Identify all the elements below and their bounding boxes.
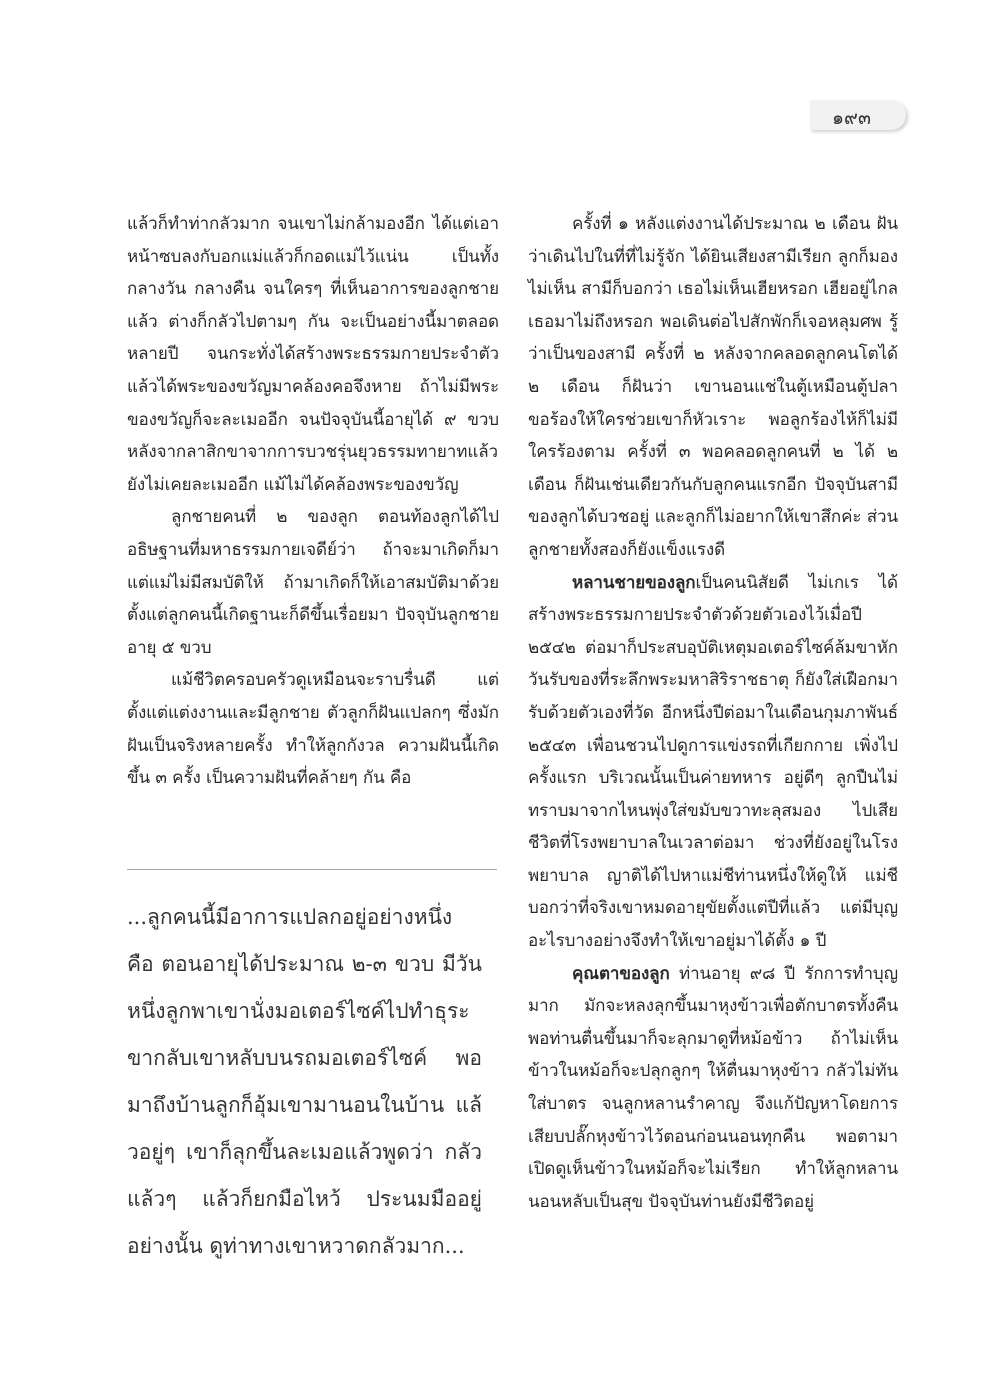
paragraph-body: เป็นคนนิสัยดี ไม่เกเร ได้สร้างพระธรรมกายประจำตัวด้วยตัวเองไว้เมื่อปี ๒๕๔๒ ต่อมาก็ประสบอุบัติเหตุมอเตอร์ไซค์ล้มขาหัก วันรับของที่ระลึกพระมหาสิริราชธาตุ ก็ยังใส่เฝือกมารับด้วยตัวเองที่วัด อีกหนึ่งปีต่อมาในเดือนกุมภาพันธ์ ๒๕๔๓ เพื่อนชวนไปดูการแข่งรถที่เกียกกาย เพิ่งไปครั้งแรก บริเวณนั้นเป็นค่ายทหาร อยู่ดีๆ ลูกปืนไม่ทราบมาจากไหนพุ่งใส่ขมับขวาทะลุสมอง ไปเสียชีวิตที่โรงพยาบาลในเวลาต่อมา ช่วงที่ยังอยู่ในโรงพยาบาล ญาติได้ไปหาแม่ชีท่านหนึ่งให้ดูให้ แม่ชีบอกว่าที่จริงเขาหมดอายุขัยตั้งแต่ปีที่แล้ว แต่มีบุญอะไรบางอย่างจึงทำให้เขาอยู่มาได้ตั้ง ๑ ปี [528,572,898,952]
paragraph: ครั้งที่ ๑ หลังแต่งงานได้ประมาณ ๒ เดือน ฝันว่าเดินไปในที่ที่ไม่รู้จัก ได้ยินเสียงสามีเรียก ลูกก็มองไม่เห็น สามีก็บอกว่า เธอไม่เห็นเฮียหรอก เฮียอยู่ไกล เธอมาไม่ถึงหรอก พอเดินต่อไปสักพักก็เจอหลุมศพ รู้ว่าเป็นของสามี ครั้งที่ ๒ หลังจากคลอดลูกคนโตได้ ๒ เดือน ก็ฝันว่า เขานอนแช่ในตู้เหมือนตู้ปลา ขอร้องให้ใครช่วยเขาก็หัวเราะ พอลูกร้องไห้ก็ไม่มีใครร้องตาม ครั้งที่ ๓ พอคลอดลูกคนที่ ๒ ได้ ๒ เดือน ก็ฝันเช่นเดียวกันกับลูกคนแรกอีก ปัจจุบันสามีของลูกได้บวชอยู่ และลูกก็ไม่อยากให้เขาสึกค่ะ ส่วนลูกชายทั้งสองก็ยังแข็งแรงดี [528,214,898,560]
divider [127,869,497,870]
paragraph: ลูกชายคนที่ ๒ ของลูก ตอนท้องลูกได้ไปอธิษฐานที่มหาธรรมกายเจดีย์ว่า ถ้าจะมาเกิดก็มา แต่แม่ไม่มีสมบัติให้ ถ้ามาเกิดก็ให้เอาสมบัติมาด้วย ตั้งแต่ลูกคนนี้เกิดฐานะก็ดีขึ้นเรื่อยมา ปัจจุบันลูกชายอายุ ๕ ขวบ [127,507,499,658]
paragraph-body: ท่านอายุ ๙๘ ปี รักการทำบุญมาก มักจะหลงลุกขึ้นมาหุงข้าวเพื่อตักบาตรทั้งคืน พอท่านตื่นขึ้นมาก็จะลุกมาดูที่หม้อข้าว ถ้าไม่เห็นข้าวในหม้อก็จะปลุกลูกๆ ให้ตื่นมาหุงข้าว กลัวไม่ทันใส่บาตร จนลูกหลานรำคาญ จึงแก้ปัญหาโดยการเสียบปลั๊กหุงข้าวไว้ตอนก่อนนอนทุกคืน พอตามาเปิดดูเห็นข้าวในหม้อก็จะไม่เรียก ทำให้ลูกหลานนอนหลับเป็นสุข ปัจจุบันท่านยังมีชีวิตอยู่ [528,963,898,1212]
page-number: ๑๙๓ [832,107,871,129]
left-column [127,208,499,795]
paragraph: แล้วก็ทำท่ากลัวมาก จนเขาไม่กล้ามองอีก ได้แต่เอาหน้าซบลงกับอกแม่แล้วก็กอดแม่ไว้แน่น เป็นทั้งกลางวัน กลางคืน จนใครๆ ที่เห็นอาการของลูกชายแล้ว ต่างก็กลัวไปตามๆ กัน จะเป็นอย่างนี้มาตลอดหลายปี จนกระทั่งได้สร้างพระธรรมกายประจำตัว แล้วได้พระของขวัญมาคล้องคอจึงหาย ถ้าไม่มีพระของขวัญก็จะละเมออีก จนปัจจุบันนี้อายุได้ ๙ ขวบ หลังจากลาสิกขาจากการบวชรุ่นยุวธรรมทายาทแล้ว ยังไม่เคยละเมออีก แม้ไม่ได้คล้องพระของขวัญ [127,214,499,495]
paragraph-lead: คุณตาของลูก [572,963,670,984]
pull-quote-text: ...ลูกคนนี้มีอาการแปลกอยู่อย่างหนึ่ง คือ ตอนอายุได้ประมาณ ๒-๓ ขวบ มีวันหนึ่งลูกพาเขานั่งมอเตอร์ไซค์ไปทำธุระ ขากลับเขาหลับบนรถมอเตอร์ไซค์ พอมาถึงบ้านลูกก็อุ้มเขามานอนในบ้าน แล้วอยู่ๆ เขาก็ลุกขึ้นละเมอแล้วพูดว่า กลัวแล้วๆ แล้วก็ยกมือไหว้ ประนมมืออยู่อย่างนั้น ดูท่าทางเขาหวาดกลัวมาก... [127,905,482,1258]
paragraph-lead: หลานชายของลูก [572,572,696,593]
pull-quote [127,894,482,1270]
paragraph: แม้ชีวิตครอบครัวดูเหมือนจะราบรื่นดี แต่ตั้งแต่แต่งงานและมีลูกชาย ตัวลูกก็ฝันแปลกๆ ซึ่งมักฝันเป็นจริงหลายครั้ง ทำให้ลูกกังวล ความฝันนี้เกิดขึ้น ๓ ครั้ง เป็นความฝันที่คล้ายๆ กัน คือ [127,670,499,789]
right-column [528,208,898,1218]
paragraph [528,958,898,1219]
paragraph [528,567,898,958]
